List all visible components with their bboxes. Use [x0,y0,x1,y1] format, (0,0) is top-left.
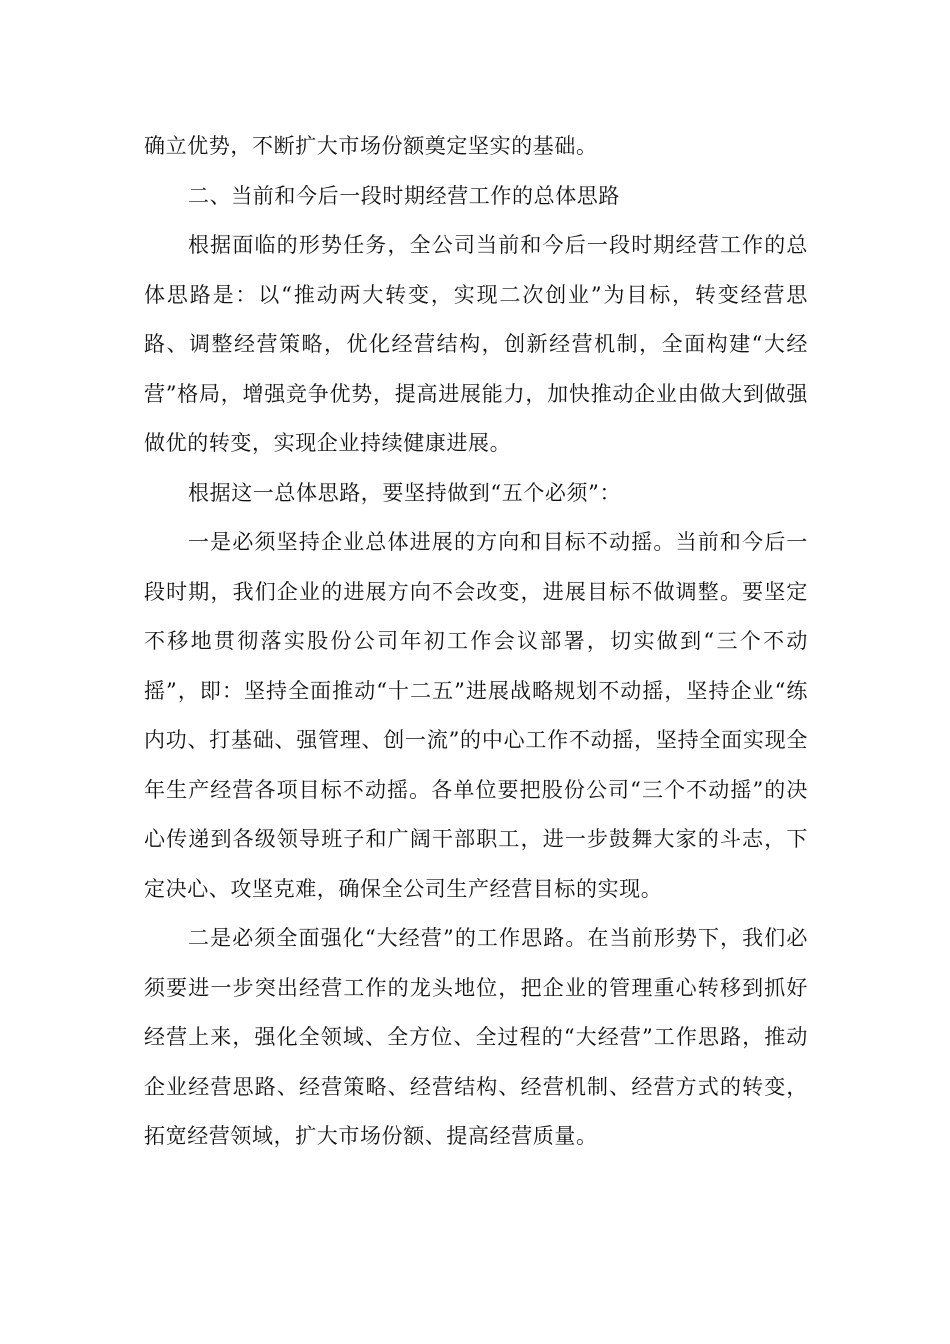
paragraph-overall-approach: 根据面临的形势任务，全公司当前和今后一段时期经营工作的总体思路是：以“推动两大转变，实现二次创业”为目标，转变经营思路、调整经营策略，优化经营结构，创新经营机制，全面构建“大经营”格局，增强竞争优势，提高进展能力，加快推动企业由做大到做强做优的转变，实现企业持续健康进展。 [144,233,808,455]
document-body [144,122,808,1162]
paragraph-second-must: 二是必须全面强化“大经营”的工作思路。在当前形势下，我们必须要进一步突出经营工作的龙头地位，把企业的管理重心转移到抓好经营上来，强化全领域、全方位、全过程的“大经营”工作思路，推动企业经营思路、经营策略、经营结构、经营机制、经营方式的转变，拓宽经营领域，扩大市场份额、提高经营质量。 [144,926,808,1148]
paragraph-continuation: 确立优势，不断扩大市场份额奠定坚实的基础。 [144,134,598,158]
section-heading: 二、当前和今后一段时期经营工作的总体思路 [188,183,620,208]
paragraph-first-must: 一是必须坚持企业总体进展的方向和目标不动摇。当前和今后一段时期，我们企业的进展方向不会改变，进展目标不做调整。要坚定不移地贯彻落实股份公司年初工作会议部署，切实做到“三个不动摇”，即：坚持全面推动“十二五”进展战略规划不动摇，坚持企业“练内功、打基础、强管理、创一流”的中心工作不动摇，坚持全面实现全年生产经营各项目标不动摇。各单位要把股份公司“三个不动摇”的决心传递到各级领导班子和广阔干部职工，进一步鼓舞大家的斗志，下定决心、攻坚克难，确保全公司生产经营目标的实现。 [144,530,808,901]
paragraph-five-musts-intro: 根据这一总体思路，要坚持做到“五个必须”： [188,480,622,505]
